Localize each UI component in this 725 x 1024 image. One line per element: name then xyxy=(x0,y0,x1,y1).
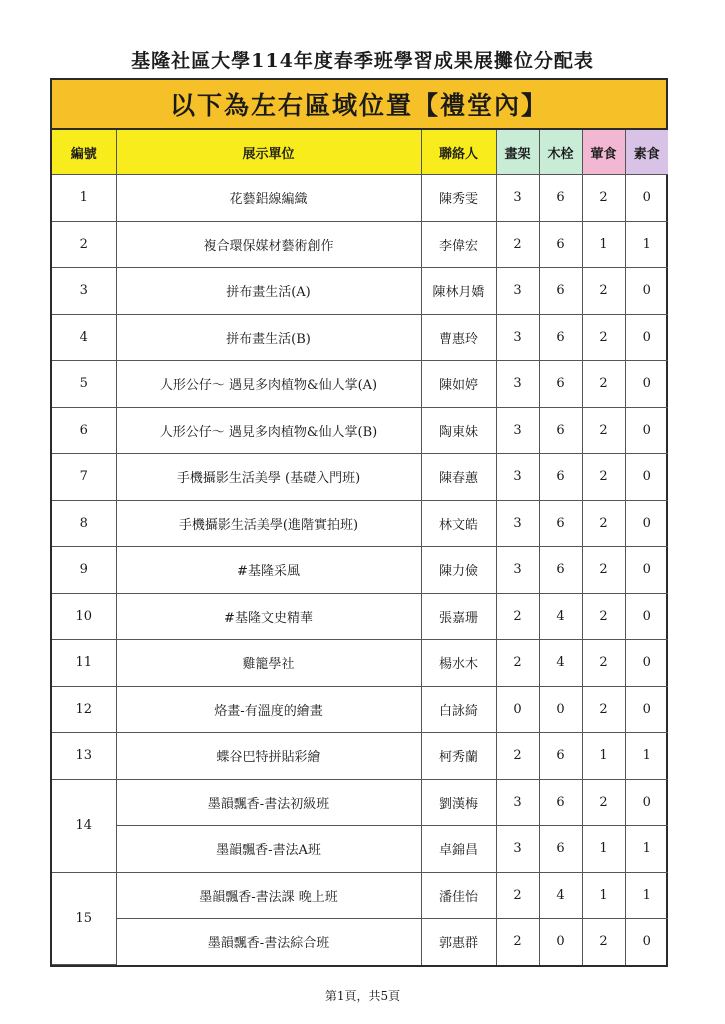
cell-id: 5 xyxy=(52,361,116,408)
table-row xyxy=(52,175,668,222)
header-meat: 葷食 xyxy=(582,130,625,175)
cell-id: 2 xyxy=(52,221,116,268)
table-row xyxy=(52,640,668,687)
cell-meat: 2 xyxy=(582,919,625,965)
cell-id: 13 xyxy=(52,733,116,780)
cell-id-merged: 15 xyxy=(52,872,116,965)
cell-id: 11 xyxy=(52,640,116,687)
cell-id-merged: 14 xyxy=(52,779,116,872)
cell-unit: 手機攝影生活美學(進階實拍班) xyxy=(116,500,421,547)
cell-contact: 張嘉珊 xyxy=(421,593,496,640)
cell-unit: 人形公仔～ 遇見多肉植物&仙人掌(B) xyxy=(116,407,421,454)
cell-contact: 柯秀蘭 xyxy=(421,733,496,780)
cell-easel: 2 xyxy=(496,733,539,780)
cell-meat: 1 xyxy=(582,733,625,780)
cell-contact: 楊水木 xyxy=(421,640,496,687)
cell-unit: 墨韻飄香-書法初級班 xyxy=(116,779,421,826)
cell-easel: 3 xyxy=(496,547,539,594)
cell-wood: 6 xyxy=(539,407,582,454)
cell-contact: 陳力儉 xyxy=(421,547,496,594)
table-header-row xyxy=(52,130,668,175)
header-contact: 聯絡人 xyxy=(421,130,496,175)
cell-unit: 墨韻飄香-書法綜合班 xyxy=(116,919,421,965)
cell-meat: 2 xyxy=(582,175,625,222)
cell-id: 1 xyxy=(52,175,116,222)
cell-wood: 6 xyxy=(539,826,582,873)
cell-id: 10 xyxy=(52,593,116,640)
cell-id: 3 xyxy=(52,268,116,315)
cell-wood: 6 xyxy=(539,547,582,594)
table-row xyxy=(52,826,668,873)
cell-contact: 陳林月嬌 xyxy=(421,268,496,315)
cell-unit: #基隆文史精華 xyxy=(116,593,421,640)
cell-veg: 0 xyxy=(625,779,668,826)
cell-unit: 烙畫-有溫度的繪畫 xyxy=(116,686,421,733)
cell-veg: 0 xyxy=(625,407,668,454)
cell-easel: 3 xyxy=(496,500,539,547)
cell-unit: 人形公仔～ 遇見多肉植物&仙人掌(A) xyxy=(116,361,421,408)
cell-wood: 6 xyxy=(539,361,582,408)
table-row xyxy=(52,733,668,780)
table-row xyxy=(52,593,668,640)
cell-easel: 3 xyxy=(496,268,539,315)
cell-easel: 2 xyxy=(496,593,539,640)
cell-veg: 0 xyxy=(625,454,668,501)
cell-contact: 陶東妹 xyxy=(421,407,496,454)
cell-wood: 4 xyxy=(539,872,582,919)
cell-meat: 1 xyxy=(582,221,625,268)
cell-wood: 4 xyxy=(539,640,582,687)
cell-id: 8 xyxy=(52,500,116,547)
cell-unit: #基隆采風 xyxy=(116,547,421,594)
cell-wood: 6 xyxy=(539,175,582,222)
cell-wood: 6 xyxy=(539,268,582,315)
cell-easel: 3 xyxy=(496,826,539,873)
cell-id: 6 xyxy=(52,407,116,454)
document-title: 基隆社區大學114年度春季班學習成果展攤位分配表 xyxy=(131,50,594,72)
cell-veg: 0 xyxy=(625,314,668,361)
cell-easel: 3 xyxy=(496,175,539,222)
cell-wood: 6 xyxy=(539,500,582,547)
table-row xyxy=(52,221,668,268)
cell-contact: 潘佳怡 xyxy=(421,872,496,919)
table-row xyxy=(52,268,668,315)
cell-wood: 0 xyxy=(539,919,582,965)
allocation-sheet xyxy=(50,78,668,967)
cell-meat: 2 xyxy=(582,640,625,687)
cell-unit: 拼布畫生活(B) xyxy=(116,314,421,361)
cell-contact: 林文皓 xyxy=(421,500,496,547)
cell-veg: 0 xyxy=(625,175,668,222)
cell-easel: 3 xyxy=(496,361,539,408)
cell-easel: 2 xyxy=(496,872,539,919)
cell-unit: 墨韻飄香-書法課 晚上班 xyxy=(116,872,421,919)
cell-contact: 陳秀雯 xyxy=(421,175,496,222)
cell-meat: 2 xyxy=(582,361,625,408)
cell-meat: 1 xyxy=(582,826,625,873)
cell-meat: 2 xyxy=(582,500,625,547)
cell-wood: 0 xyxy=(539,686,582,733)
cell-veg: 0 xyxy=(625,500,668,547)
header-id: 編號 xyxy=(52,130,116,175)
cell-veg: 0 xyxy=(625,361,668,408)
cell-id: 7 xyxy=(52,454,116,501)
cell-id: 9 xyxy=(52,547,116,594)
cell-contact: 劉漢梅 xyxy=(421,779,496,826)
cell-veg: 0 xyxy=(625,593,668,640)
booth-table xyxy=(52,130,668,965)
cell-wood: 6 xyxy=(539,314,582,361)
cell-veg: 1 xyxy=(625,872,668,919)
cell-easel: 3 xyxy=(496,454,539,501)
cell-meat: 1 xyxy=(582,872,625,919)
header-wood: 木栓 xyxy=(539,130,582,175)
cell-veg: 1 xyxy=(625,826,668,873)
table-row xyxy=(52,500,668,547)
table-row xyxy=(52,872,668,919)
cell-unit: 蝶谷巴特拼貼彩繪 xyxy=(116,733,421,780)
cell-easel: 0 xyxy=(496,686,539,733)
table-row xyxy=(52,314,668,361)
cell-easel: 3 xyxy=(496,407,539,454)
cell-contact: 白詠綺 xyxy=(421,686,496,733)
cell-unit: 手機攝影生活美學 (基礎入門班) xyxy=(116,454,421,501)
cell-wood: 4 xyxy=(539,593,582,640)
cell-veg: 0 xyxy=(625,686,668,733)
cell-id: 12 xyxy=(52,686,116,733)
cell-meat: 2 xyxy=(582,407,625,454)
cell-veg: 0 xyxy=(625,547,668,594)
header-unit: 展示單位 xyxy=(116,130,421,175)
cell-meat: 2 xyxy=(582,593,625,640)
cell-meat: 2 xyxy=(582,779,625,826)
table-row xyxy=(52,779,668,826)
cell-veg: 1 xyxy=(625,221,668,268)
table-body xyxy=(52,175,668,965)
cell-wood: 6 xyxy=(539,454,582,501)
page-footer: 第1頁，共5頁 xyxy=(324,989,401,1003)
cell-veg: 0 xyxy=(625,268,668,315)
cell-easel: 2 xyxy=(496,221,539,268)
cell-wood: 6 xyxy=(539,779,582,826)
table-row xyxy=(52,919,668,965)
cell-contact: 卓錦昌 xyxy=(421,826,496,873)
cell-contact: 陳春蕙 xyxy=(421,454,496,501)
cell-wood: 6 xyxy=(539,733,582,780)
cell-contact: 陳如婷 xyxy=(421,361,496,408)
cell-meat: 2 xyxy=(582,454,625,501)
cell-easel: 2 xyxy=(496,919,539,965)
cell-unit: 墨韻飄香-書法A班 xyxy=(116,826,421,873)
cell-contact: 曹惠玲 xyxy=(421,314,496,361)
header-easel: 畫架 xyxy=(496,130,539,175)
cell-unit: 拼布畫生活(A) xyxy=(116,268,421,315)
area-banner: 以下為左右區域位置【禮堂內】 xyxy=(52,80,666,130)
cell-id: 4 xyxy=(52,314,116,361)
cell-meat: 2 xyxy=(582,547,625,594)
table-row xyxy=(52,454,668,501)
cell-veg: 0 xyxy=(625,640,668,687)
cell-veg: 1 xyxy=(625,733,668,780)
table-row xyxy=(52,361,668,408)
cell-wood: 6 xyxy=(539,221,582,268)
cell-contact: 郭惠群 xyxy=(421,919,496,965)
table-row xyxy=(52,686,668,733)
cell-contact: 李偉宏 xyxy=(421,221,496,268)
cell-meat: 2 xyxy=(582,314,625,361)
cell-meat: 2 xyxy=(582,686,625,733)
table-row xyxy=(52,547,668,594)
cell-easel: 3 xyxy=(496,314,539,361)
cell-easel: 3 xyxy=(496,779,539,826)
cell-meat: 2 xyxy=(582,268,625,315)
cell-unit: 雞籠學社 xyxy=(116,640,421,687)
cell-unit: 複合環保媒材藝術創作 xyxy=(116,221,421,268)
cell-easel: 2 xyxy=(496,640,539,687)
header-veg: 素食 xyxy=(625,130,668,175)
table-row xyxy=(52,407,668,454)
cell-veg: 0 xyxy=(625,919,668,965)
cell-unit: 花藝鋁線編織 xyxy=(116,175,421,222)
